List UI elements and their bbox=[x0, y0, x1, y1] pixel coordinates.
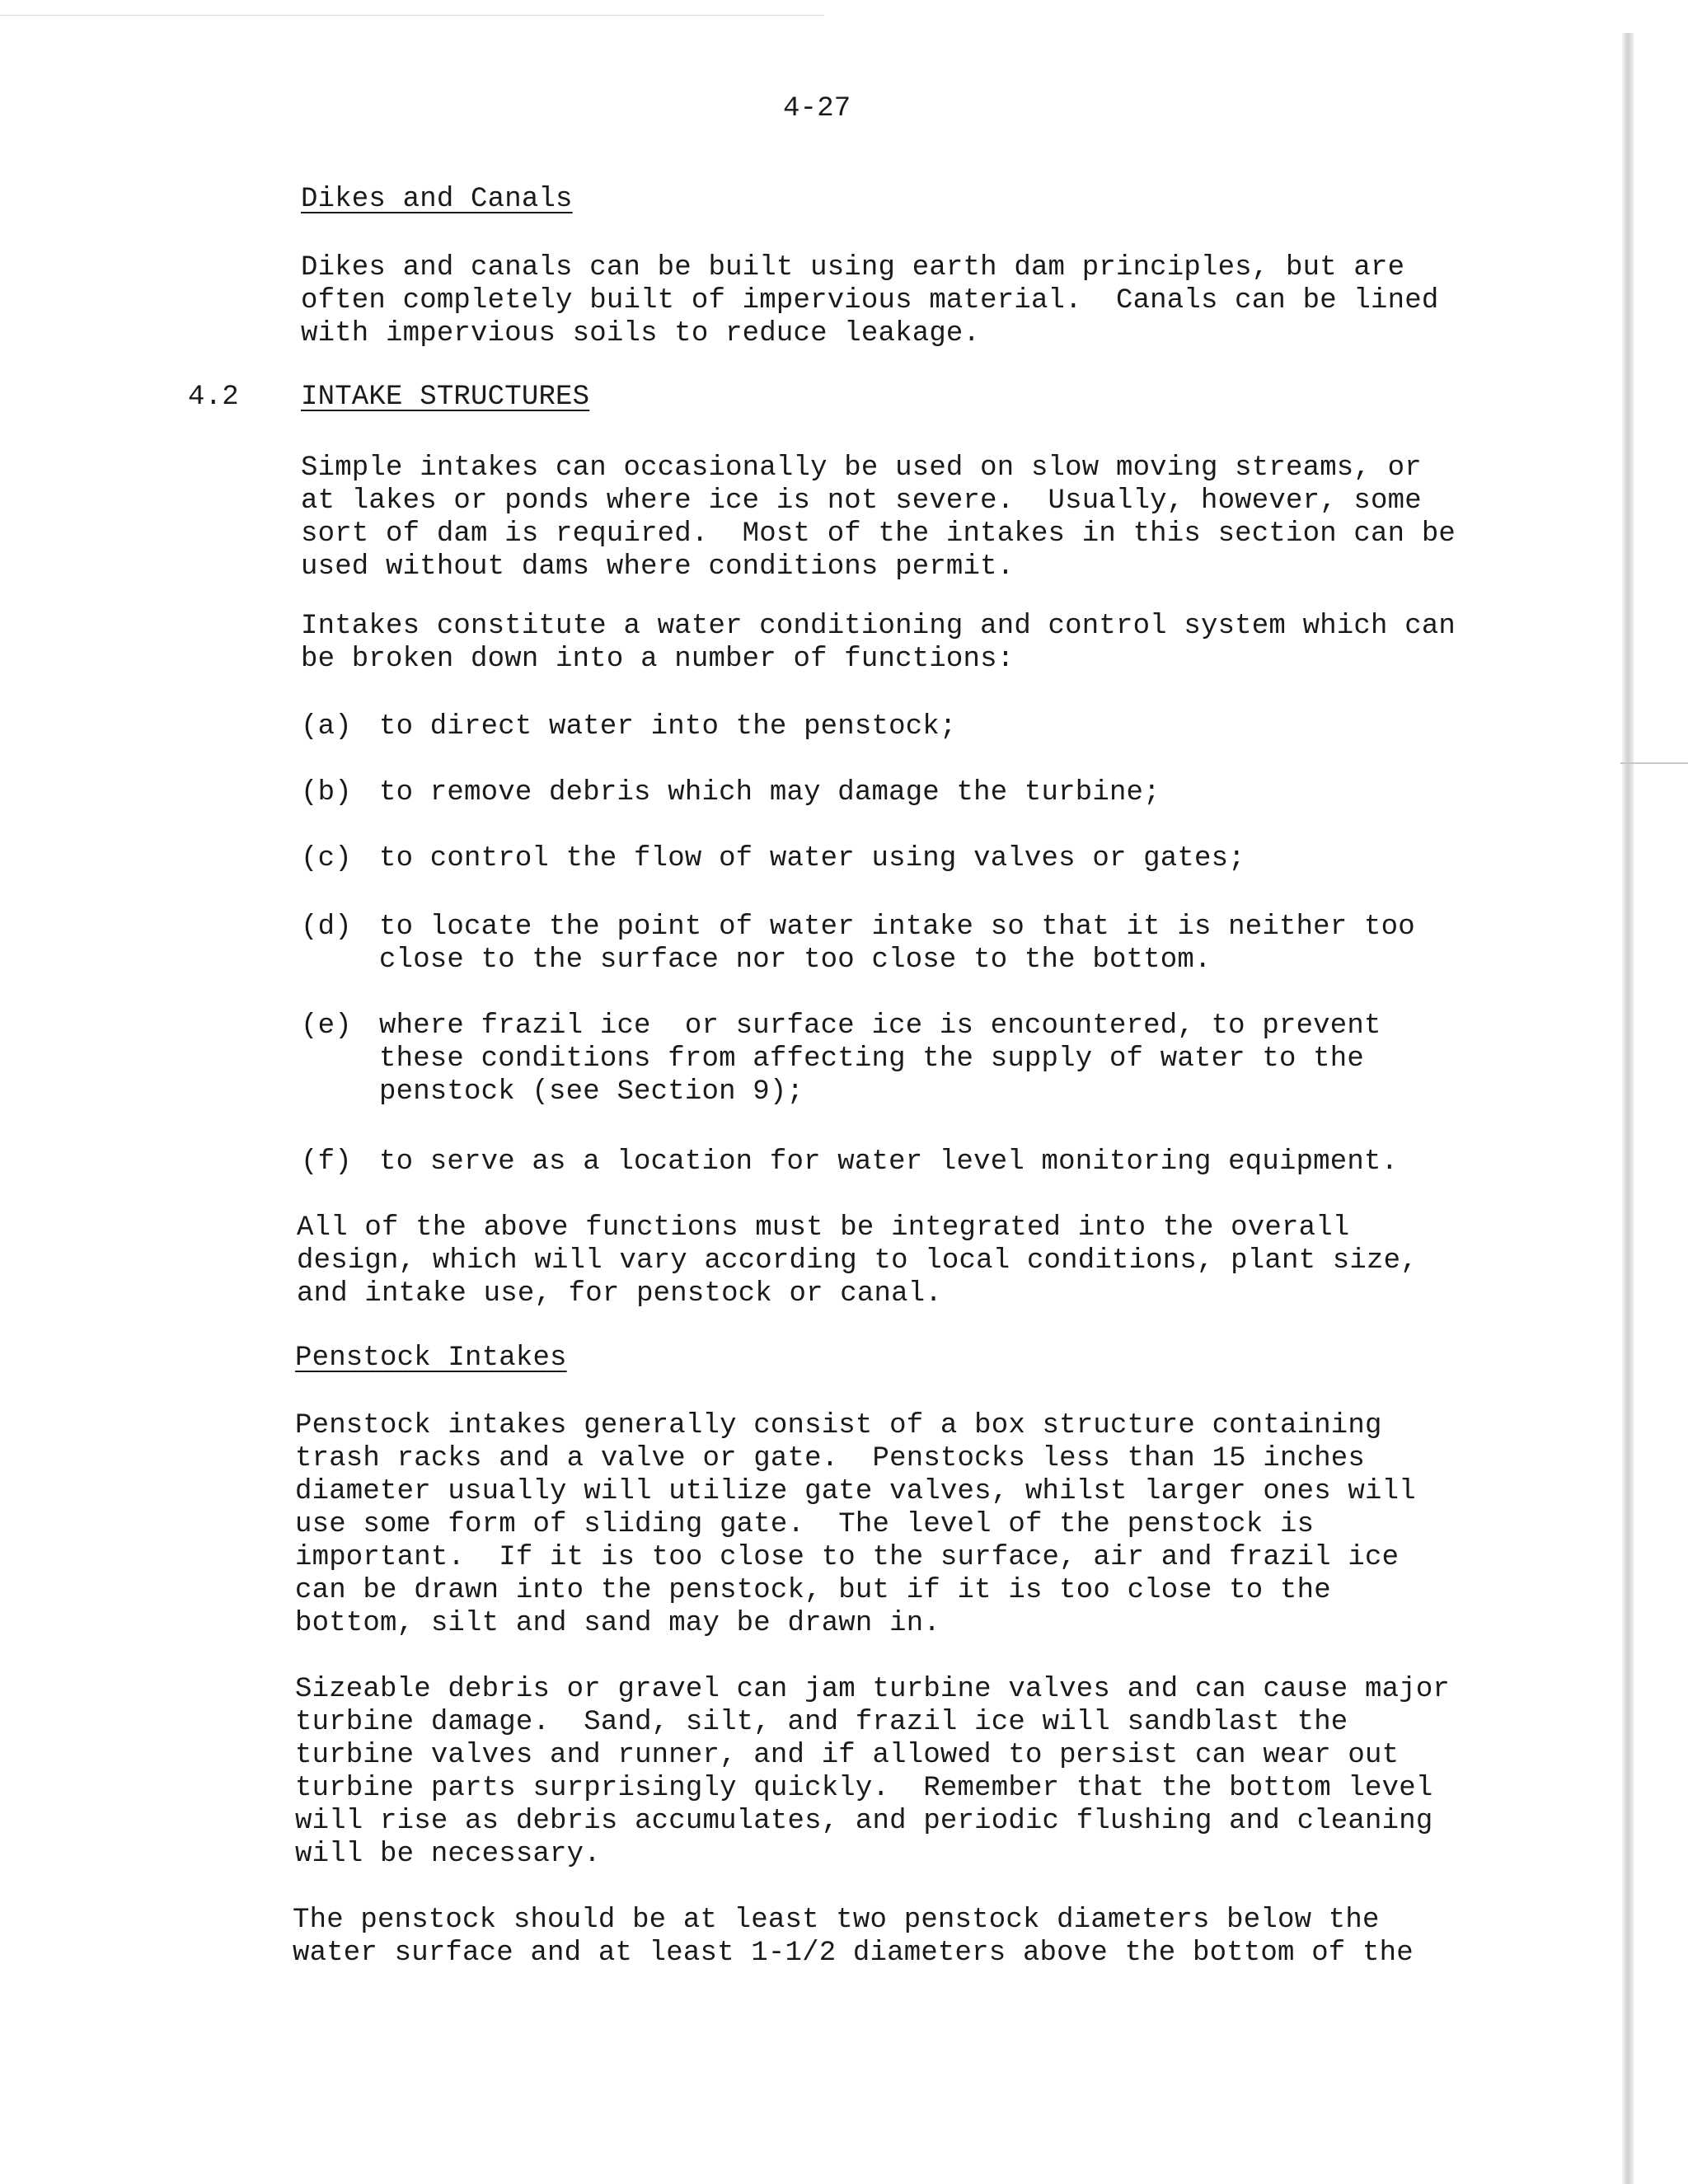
paragraph-debris: Sizeable debris or gravel can jam turbine valves and can cause major turbine damage. Sand, silt, and frazil ice will sandblast the turbine valves and runner, and if allowed to persist can wear out turbine parts surprisingly quickly. Remember that the bottom level will rise as debris accumulates, and periodic flushing and cleaning will be necessary. bbox=[295, 1674, 1451, 1870]
paragraph-dikes-and-canals: Dikes and canals can be built using earth dam principles, but are often completely built of impervious material. Canals can be lined with impervious soils to reduce leakage. bbox=[301, 252, 1439, 349]
paragraph-intake-functions: Intakes constitute a water conditioning and control system which can be broken down into a number of functions: bbox=[301, 611, 1456, 675]
page-number: 4-27 bbox=[783, 93, 851, 124]
list-item-marker: (c) bbox=[301, 843, 352, 874]
list-item-text: to control the flow of water using valves or gates; bbox=[379, 843, 1245, 874]
list-item-text: to serve as a location for water level monitoring equipment. bbox=[379, 1146, 1399, 1178]
list-item-text: to remove debris which may damage the turbine; bbox=[379, 777, 1160, 808]
list-item-marker: (d) bbox=[301, 912, 352, 943]
heading-dikes-and-canals: Dikes and Canals bbox=[301, 184, 573, 215]
paragraph-penstock-position: The penstock should be at least two penstock diameters below the water surface and at least 1-1/2 diameters above the bottom of the bbox=[293, 1905, 1414, 1969]
list-item-text: where frazil ice or surface ice is encountered, to prevent these conditions from affecting the supply of water to the penstock (see Section 9); bbox=[379, 1010, 1381, 1108]
paragraph-intakes-intro: Simple intakes can occasionally be used on slow moving streams, or at lakes or ponds where ice is not severe. Usually, however, some sort of dam is required. Most of the intakes in this section can be used without dams where conditions permit. bbox=[301, 452, 1456, 583]
section-number: 4.2 bbox=[188, 382, 239, 413]
list-item-marker: (b) bbox=[301, 777, 352, 808]
list-item-marker: (a) bbox=[301, 711, 352, 743]
scan-top-rule bbox=[0, 15, 824, 16]
scan-edge-mark bbox=[1620, 762, 1688, 764]
list-item-text: to direct water into the penstock; bbox=[379, 711, 957, 743]
paragraph-functions-integration: All of the above functions must be integrated into the overall design, which will vary according to local conditions, plant size, and intake use, for penstock or canal. bbox=[297, 1212, 1418, 1310]
list-item-marker: (e) bbox=[301, 1010, 352, 1042]
heading-penstock-intakes: Penstock Intakes bbox=[295, 1343, 567, 1374]
scan-edge-bar bbox=[1622, 33, 1634, 2184]
heading-intake-structures: INTAKE STRUCTURES bbox=[301, 382, 590, 413]
paragraph-penstock-intakes: Penstock intakes generally consist of a box structure containing trash racks and a valve or gate. Penstocks less than 15 inches diameter usually will utilize gate valves, whilst larger ones will use some form of sliding gate. The level of the penstock is important. If it is too close to the surface, air and frazil ice can be drawn into the penstock, but if it is too close to the bottom, silt and sand may be drawn in. bbox=[295, 1410, 1416, 1639]
list-item-text: to locate the point of water intake so that it is neither too close to the surface nor too close to the bottom. bbox=[379, 912, 1415, 976]
list-item-marker: (f) bbox=[301, 1146, 352, 1178]
